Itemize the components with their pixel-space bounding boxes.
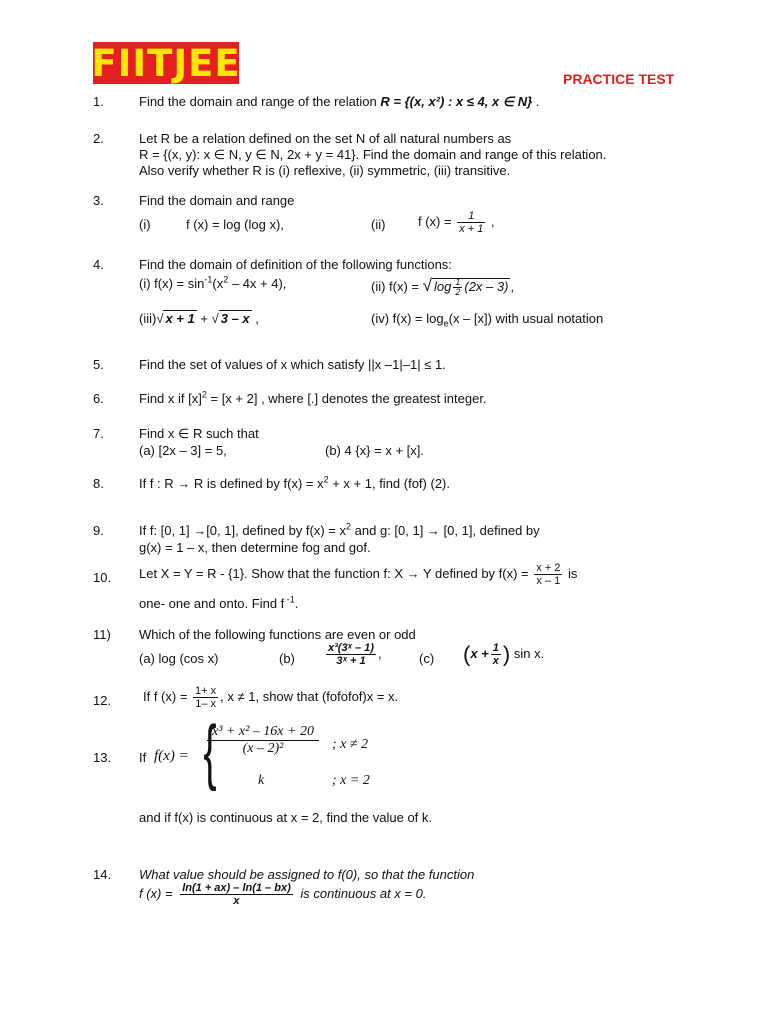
q13-case2-cond: ; x = 2 (332, 773, 370, 788)
q3-ii-expr (418, 210, 495, 235)
q4-i-sup: -1 (204, 274, 213, 285)
q13-pre: If (139, 750, 147, 765)
q11-b-fraction (326, 642, 376, 667)
q7-a: (a) [2x – 3] = 5, (139, 443, 227, 458)
q4-i-pre: (i) f(x) = sin (139, 276, 205, 291)
fiitjee-logo (93, 42, 239, 84)
q4-ii-base-n: 1 (455, 277, 461, 288)
q8-number: 8. (93, 476, 104, 491)
q13-case1-cond: ; x ≠ 2 (332, 737, 369, 752)
right-paren-icon: ) (502, 641, 511, 667)
q4-i-sup2: 2 (223, 274, 229, 285)
q10-end: is (568, 565, 578, 581)
q14-post: is continuous at x = 0. (300, 885, 427, 901)
q4-iii-plus: + (200, 311, 208, 326)
sqrt-icon: √ (211, 311, 219, 326)
q12-denominator: 1– x (195, 698, 216, 710)
q11-b-numerator: x³(3ˣ – 1) (328, 642, 374, 654)
q4-ii-log: log (434, 279, 452, 294)
q11-c-expr (463, 642, 544, 667)
q3-ii-label: (ii) (371, 217, 386, 232)
q14-number: 14. (93, 867, 112, 882)
q10-denominator: x – 1 (536, 575, 561, 587)
q14-expr (139, 882, 426, 907)
q13-number: 13. (93, 750, 112, 765)
q10-line2-end: . (294, 596, 299, 611)
q3-ii-denominator: x + 1 (459, 223, 484, 235)
q4-ii (371, 276, 514, 297)
sqrt-icon: √ (422, 276, 432, 295)
q4-iii (139, 311, 259, 326)
q3-ii-numerator: 1 (457, 210, 485, 223)
q4-ii-base-d: 2 (455, 287, 461, 298)
q11-b-label: (b) (279, 651, 295, 666)
q10-line2-sup: -1 (284, 594, 295, 605)
q14-numerator: ln(1 + ax) – ln(1 – bx) (182, 882, 291, 894)
q3-line1: Find the domain and range (139, 193, 295, 208)
q11-number: 11) (93, 627, 111, 642)
q14-fraction (180, 882, 293, 907)
left-brace-icon: { (203, 712, 217, 792)
q3-ii-end: , (491, 213, 495, 229)
q13-fx: f(x) = (154, 748, 189, 764)
left-paren-icon: ( (463, 641, 471, 667)
q13-case2: k (258, 773, 265, 788)
sqrt-icon: √ (156, 311, 164, 326)
q4-iv-end: (x – [x]) with usual notation (448, 311, 604, 326)
q4-number: 4. (93, 257, 104, 272)
q11-b-denominator: 3ˣ + 1 (336, 655, 366, 667)
q10-line1 (139, 562, 577, 587)
q12-fraction (193, 685, 218, 710)
q8-post: + x + 1, find (fof) (2). (328, 476, 450, 491)
q14-pre: f (x) = (139, 885, 173, 901)
q10-number: 10. (93, 570, 112, 585)
q4-ii-end: , (510, 279, 515, 294)
q1-end: . (535, 94, 540, 109)
q11-c-end: sin x. (513, 645, 545, 661)
q11-a: (a) log (cos x) (139, 651, 219, 666)
q14-denominator: x (233, 895, 240, 907)
q1-text (139, 94, 539, 110)
q1-prompt: Find the domain and range of the relation (139, 94, 377, 109)
q11-c-numerator: 1 (492, 642, 499, 654)
q4-ii-radicand (432, 277, 510, 298)
q4-iii-b: 3 – x (220, 311, 250, 326)
q2-line1: Let R be a relation defined on the set N of all natural numbers as (139, 131, 512, 146)
q12-numerator: 1+ x (195, 685, 217, 697)
q4-i-mid: (x (212, 276, 224, 291)
q7-number: 7. (93, 426, 104, 441)
q9-sup: 2 (346, 521, 352, 532)
q13-line2: and if f(x) is continuous at x = 2, find the value of k. (139, 810, 433, 825)
q10-line2 (139, 596, 298, 611)
q11-c-fraction (491, 642, 501, 667)
q6-text (139, 391, 487, 406)
q4-iii-end: , (255, 311, 259, 326)
q3-i-label: (i) (139, 217, 151, 232)
q8-pre: If f : R → R is defined by f(x) = x (139, 476, 324, 491)
q11-c-denominator: x (492, 655, 499, 667)
q4-ii-arg: (2x – 3) (464, 279, 509, 294)
q9-pre: If f: [0, 1] →[0, 1], defined by f(x) = x (139, 523, 347, 538)
q6-number: 6. (93, 391, 104, 406)
q13-case1 (207, 724, 319, 757)
q12-post: , x ≠ 1, show that (fofofof)x = x. (220, 688, 399, 704)
q13-case1-denominator: (x – 2)² (242, 741, 284, 756)
q11-b-expr (324, 642, 382, 667)
q4-iii-pre: (iii) (139, 311, 157, 326)
q2-line3: Also verify whether R is (i) reflexive, (ii) symmetric, (iii) transitive. (139, 163, 511, 178)
q13-case1-numerator: x³ + x² – 16x + 20 (207, 724, 319, 741)
q5-text: Find the set of values of x which satisfy ||x –1|–1| ≤ 1. (139, 357, 446, 372)
q4-iv-pre: (iv) f(x) = log (371, 311, 444, 326)
q8-text (139, 476, 450, 491)
q10-text: Let X = Y = R - {1}. Show that the function f: X → Y defined by f(x) = (139, 565, 529, 581)
logo-text: FIITJEE (91, 41, 241, 85)
q6-post: = [x + 2] , where [.] denotes the greatest integer. (206, 391, 487, 406)
q7-b: (b) 4 {x} = x + [x]. (325, 443, 424, 458)
q4-iii-a: x + 1 (165, 311, 195, 326)
q4-ii-base (453, 278, 462, 297)
q11-b-end: , (377, 645, 382, 661)
q12-number: 12. (93, 693, 112, 708)
q2-line2: R = {(x, y): x ∈ N, y ∈ N, 2x + y = 41}. Find the domain and range of this relation. (139, 147, 607, 162)
q10-fraction (534, 562, 562, 587)
q8-sup: 2 (323, 474, 329, 485)
q2-number: 2. (93, 131, 104, 146)
q9-line2: g(x) = 1 – x, then determine fog and gof. (139, 540, 371, 555)
q6-sup: 2 (201, 389, 207, 400)
q4-i (139, 276, 286, 291)
q3-ii-fraction (457, 210, 485, 235)
q11-c-label: (c) (419, 651, 435, 666)
q1-relation: R = {(x, x²) : x ≤ 4, x ∈ N} (380, 94, 533, 109)
q12-text (143, 685, 398, 710)
q3-number: 3. (93, 193, 104, 208)
q11-line1: Which of the following functions are even or odd (139, 627, 416, 642)
q4-iv-sub: e (443, 318, 449, 329)
q1-number: 1. (93, 94, 104, 109)
q12-pre: If f (x) = (143, 688, 188, 704)
q7-line1: Find x ∈ R such that (139, 426, 259, 441)
q14-line1: What value should be assigned to f(0), so that the function (139, 867, 475, 882)
q4-i-end: – 4x + 4), (228, 276, 287, 291)
q3-i-text: f (x) = log (log x), (186, 217, 284, 232)
q9-line1 (139, 523, 540, 538)
q5-number: 5. (93, 357, 104, 372)
practice-test-title: PRACTICE TEST (563, 71, 675, 87)
q9-post: and g: [0, 1] → [0, 1], defined by (351, 523, 540, 538)
q10-line2-text: one- one and onto. Find f (139, 596, 285, 611)
q10-numerator: x + 2 (536, 562, 561, 574)
q4-line1: Find the domain of definition of the following functions: (139, 257, 452, 272)
q4-iv (371, 311, 604, 329)
q4-ii-pre: (ii) f(x) = (371, 279, 420, 294)
q6-pre: Find x if [x] (139, 391, 202, 406)
q11-c-expr-a: x + (470, 645, 489, 661)
q3-ii-text: f (x) = (418, 213, 452, 229)
q9-number: 9. (93, 523, 104, 538)
